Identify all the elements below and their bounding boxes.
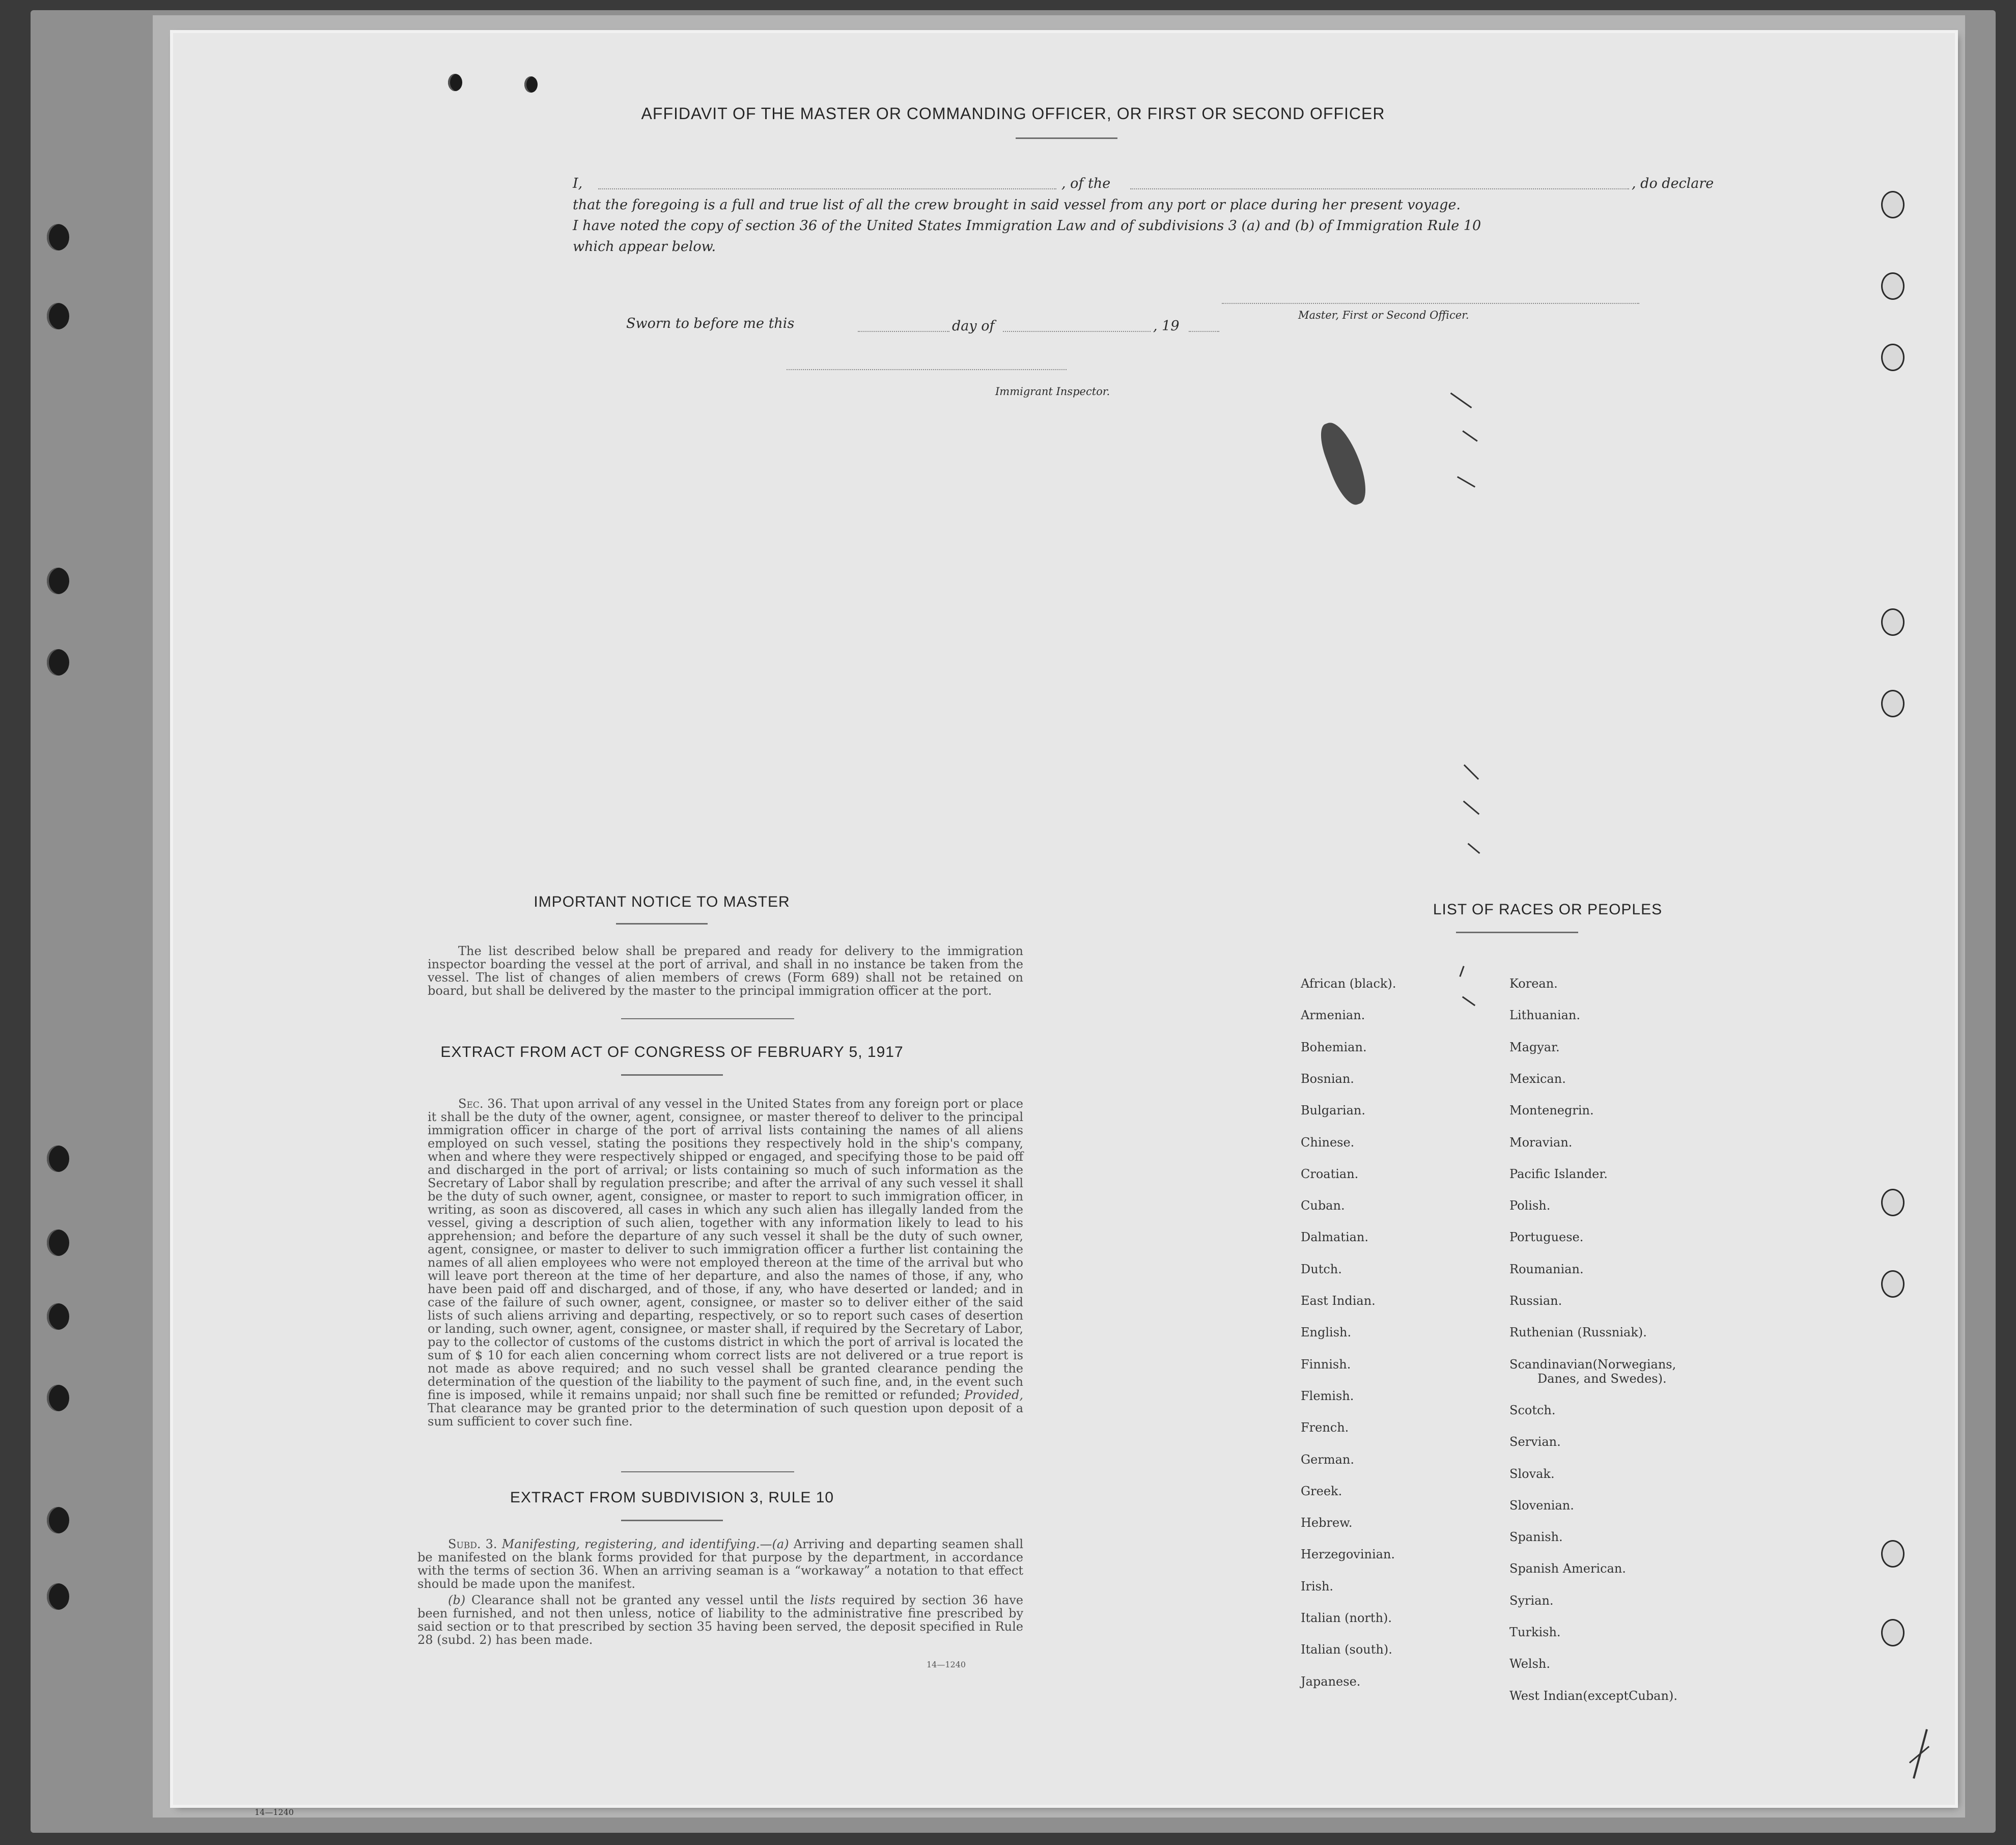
affidavit-title: AFFIDAVIT OF THE MASTER OR COMMANDING OFFICER, OR FIRST OR SECOND OFFICER [641, 104, 1385, 123]
act-title-rule [621, 1074, 723, 1076]
race-item: Welsh. [1509, 1657, 1550, 1671]
race-item: Greek. [1301, 1484, 1342, 1498]
races-title: LIST OF RACES OR PEOPLES [1433, 901, 1663, 918]
race-item: Turkish. [1509, 1625, 1561, 1640]
binder-hole [47, 1229, 69, 1256]
declare-do-label: , do declare [1632, 176, 1714, 191]
race-item: Slovenian. [1509, 1498, 1574, 1513]
rule-form-number: 14—1240 [927, 1660, 966, 1669]
race-item: Irish. [1301, 1579, 1334, 1594]
race-item: Roumanian. [1509, 1262, 1584, 1276]
pin-mark [448, 74, 462, 91]
race-item: Japanese. [1301, 1674, 1361, 1689]
punch-hole [1881, 272, 1905, 300]
affidavit-line-3: I have noted the copy of section 36 of the United States Immigration Law and of subdivisions 3 (a) and (b) of Immigration Rule 10 [573, 218, 1481, 234]
race-item: French. [1301, 1420, 1349, 1435]
rule-title-rule [621, 1520, 723, 1521]
race-item: Polish. [1509, 1198, 1551, 1213]
binder-hole [47, 568, 69, 594]
binder-hole [47, 1385, 69, 1411]
declarant-name-field[interactable] [598, 188, 1056, 189]
notice-title-rule [616, 923, 708, 925]
declare-of-the-label: , of the [1061, 176, 1111, 191]
race-item: Bulgarian. [1301, 1103, 1365, 1118]
pencil-mark [1457, 476, 1475, 488]
sworn-month-field[interactable] [1003, 331, 1151, 332]
master-signature-field[interactable] [1222, 303, 1639, 304]
rule-b-label: (b) [448, 1593, 466, 1607]
rule-b-lists: lists [810, 1593, 836, 1607]
race-item: Hebrew. [1301, 1516, 1353, 1530]
punch-hole [1881, 1619, 1905, 1646]
binder-hole [47, 1583, 69, 1610]
act-body: That upon arrival of any vessel in the United States from any foreign port or place it shall be the duty of the owner, agent, consignee, or master thereof to deliver to the principal immigration officer in charge of the port of arrival lists containing the names of all aliens employed on such vessel, stating the positions they respectively hold in the ship's company, when and where they were respectively shipped or engaged, and specifying those to be paid off and discharged in the port of arrival; or lists containing so much of such information as the Secretary of Labor shall by regulation prescribe; and after the arrival of any such vessel it shall be the duty of such owner, agent, consignee, or master to report to such immigration officer, in writing, as soon as discovered, all cases in which any such alien has illegally landed from the vessel, giving a description of such alien, together with any information likely to lead to his apprehension; and before the departure of any such vessel it shall be the duty of such owner, agent, consignee, or master to deliver to such immigration officer a further list containing the names of all alien employees who were not employed thereon at the time of the arrival but who will leave port thereon at the time of her departure, and also the names of those, if any, who have been paid off and discharged, and of those, if any, who have deserted or landed; and in case of the failure of such owner, agent, consignee, or master so to deliver either of the said lists of such aliens arriving and departing, respectively, or so to report such cases of desertion or landing, such owner, agent, consignee, or master shall, if required by the Secretary of Labor, pay to the collector of customs of the customs district in which the port of arrival is located the sum of $ 10 for each alien concerning whom correct lists are not delivered or a true report is not made as above required; and no such vessel shall be granted clearance pending the determination of the question of the liability to the payment of such fine, and, in the event such fine is imposed, while it remains unpaid; nor shall such fine be remitted or refunded; [428, 1097, 1023, 1402]
race-item: Dutch. [1301, 1262, 1342, 1276]
race-item: African (black). [1301, 976, 1396, 991]
check-mark [1462, 996, 1475, 1007]
punch-hole [1881, 1270, 1905, 1298]
act-sec-label: Sec. 36. [458, 1097, 507, 1111]
race-item: Syrian. [1509, 1593, 1554, 1608]
binder-hole [47, 303, 69, 329]
rule-subd-title: Manifesting, registering, and identifying. [501, 1537, 760, 1551]
rule-extract-title: EXTRACT FROM SUBDIVISION 3, RULE 10 [510, 1489, 834, 1506]
act-body-end: That clearance may be granted prior to the determination of such question upon deposit of a sum sufficient to cover such fine. [428, 1401, 1023, 1429]
race-item: Spanish American. [1509, 1561, 1626, 1576]
day-of-label: day of [952, 318, 995, 334]
race-item: West Indian(exceptCuban). [1509, 1688, 1677, 1703]
punch-hole [1881, 690, 1905, 717]
pencil-mark [1463, 800, 1480, 815]
act-extract-text [428, 1097, 1023, 1428]
race-item: Lithuanian. [1509, 1008, 1581, 1023]
race-item: Scandinavian(Norwegians, [1509, 1357, 1676, 1372]
act-provided: Provided, [964, 1388, 1023, 1402]
race-item: Spanish. [1509, 1530, 1563, 1545]
race-item: German. [1301, 1452, 1354, 1467]
punch-hole [1881, 1540, 1905, 1568]
binder-hole [47, 649, 69, 676]
race-item: Bohemian. [1301, 1040, 1367, 1054]
notice-title: IMPORTANT NOTICE TO MASTER [534, 893, 790, 910]
affidavit-line-4: which appear below. [573, 239, 716, 255]
race-item: Slovak. [1509, 1466, 1555, 1481]
race-item: Pacific Islander. [1509, 1166, 1608, 1181]
rule-subd-label: Subd. 3. [448, 1537, 497, 1551]
ink-blot [1315, 417, 1374, 509]
binder-hole [47, 1507, 69, 1533]
notice-divider [621, 1018, 794, 1019]
race-item: Cuban. [1301, 1198, 1345, 1213]
race-item: Montenegrin. [1509, 1103, 1594, 1118]
punch-hole [1881, 344, 1905, 371]
race-item: Bosnian. [1301, 1071, 1354, 1086]
sworn-label: Sworn to before me this [626, 316, 795, 331]
race-item: East Indian. [1301, 1294, 1376, 1308]
pencil-mark [1450, 393, 1472, 408]
race-item: Flemish. [1301, 1388, 1354, 1403]
rule-b-body-2: required by section 36 have been furnished, and not then unless, notice of liability to the administrative fine prescribed by said section or to that prescribed by section 35 having been served, the deposit specified in Rule 28 (subd. 2) has been made. [417, 1593, 1023, 1647]
race-item: Servian. [1509, 1435, 1561, 1449]
affidavit-line-2: that the foregoing is a full and true list of all the crew brought in said vessel from any port or place during her present voyage. [573, 197, 1461, 213]
rule-b-body-1: Clearance shall not be granted any vessel until the [471, 1593, 804, 1607]
act-divider [621, 1471, 794, 1472]
rule-b-text [417, 1594, 1023, 1646]
pencil-mark [1468, 843, 1480, 854]
race-item: Scotch. [1509, 1403, 1556, 1417]
rule-a-body: Arriving and departing seamen shall be manifested on the blank forms provided for that purpose by the department, in accordance with the terms of section 36. When an arriving seaman is a “workaway” a notation to that effect should be made upon the manifest. [417, 1537, 1023, 1591]
race-item: Finnish. [1301, 1357, 1351, 1372]
inspector-caption: Immigrant Inspector. [995, 385, 1110, 398]
race-item: Korean. [1509, 976, 1558, 991]
races-title-rule [1456, 932, 1578, 933]
binder-hole [47, 224, 69, 250]
race-item: Mexican. [1509, 1071, 1566, 1086]
sworn-day-field[interactable] [858, 331, 949, 332]
race-item: Herzegovinian. [1301, 1547, 1395, 1562]
year-label: , 19 [1153, 318, 1180, 334]
affidavit-title-rule [1016, 137, 1117, 139]
pencil-mark [1464, 764, 1479, 779]
check-mark [1459, 966, 1464, 977]
binder-hole [47, 1303, 69, 1330]
race-item: Armenian. [1301, 1008, 1365, 1023]
document-sheet [173, 33, 1955, 1805]
act-extract-title: EXTRACT FROM ACT OF CONGRESS OF FEBRUARY 5, 1917 [440, 1044, 904, 1060]
declare-i-label: I, [573, 176, 583, 191]
punch-hole [1881, 191, 1905, 218]
race-item: Dalmatian. [1301, 1230, 1369, 1245]
inspector-signature-field[interactable] [787, 369, 1067, 370]
notice-text: The list described below shall be prepared and ready for delivery to the immigration inspector boarding the vessel at the port of arrival, and shall in no instance be taken from the vessel. The list of changes of alien members of crews (Form 689) shall not be retained on board, but shall be delivered by the master to the principal immigration officer at the port. [428, 944, 1023, 998]
race-item: Magyar. [1509, 1040, 1560, 1054]
race-item: English. [1301, 1325, 1352, 1340]
vessel-name-field[interactable] [1130, 188, 1629, 189]
rule-a-text [417, 1538, 1023, 1590]
race-item: Croatian. [1301, 1166, 1359, 1181]
master-caption: Master, First or Second Officer. [1298, 309, 1469, 321]
race-item: Moravian. [1509, 1135, 1573, 1150]
race-item: Chinese. [1301, 1135, 1355, 1150]
pencil-mark [1462, 430, 1477, 442]
race-item: Ruthenian (Russniak). [1509, 1325, 1647, 1340]
footer-form-number: 14—1240 [255, 1807, 294, 1817]
punch-hole [1881, 1189, 1905, 1216]
race-item: Italian (south). [1301, 1642, 1392, 1657]
sworn-year-field[interactable] [1189, 331, 1219, 332]
pin-mark [524, 76, 538, 93]
race-item: Portuguese. [1509, 1230, 1584, 1245]
race-item: Italian (north). [1301, 1611, 1392, 1625]
rule-a-label: —(a) [760, 1537, 789, 1551]
punch-hole [1881, 608, 1905, 636]
binder-hole [47, 1145, 69, 1172]
race-item: Danes, and Swedes). [1537, 1371, 1667, 1386]
race-item: Russian. [1509, 1294, 1562, 1308]
